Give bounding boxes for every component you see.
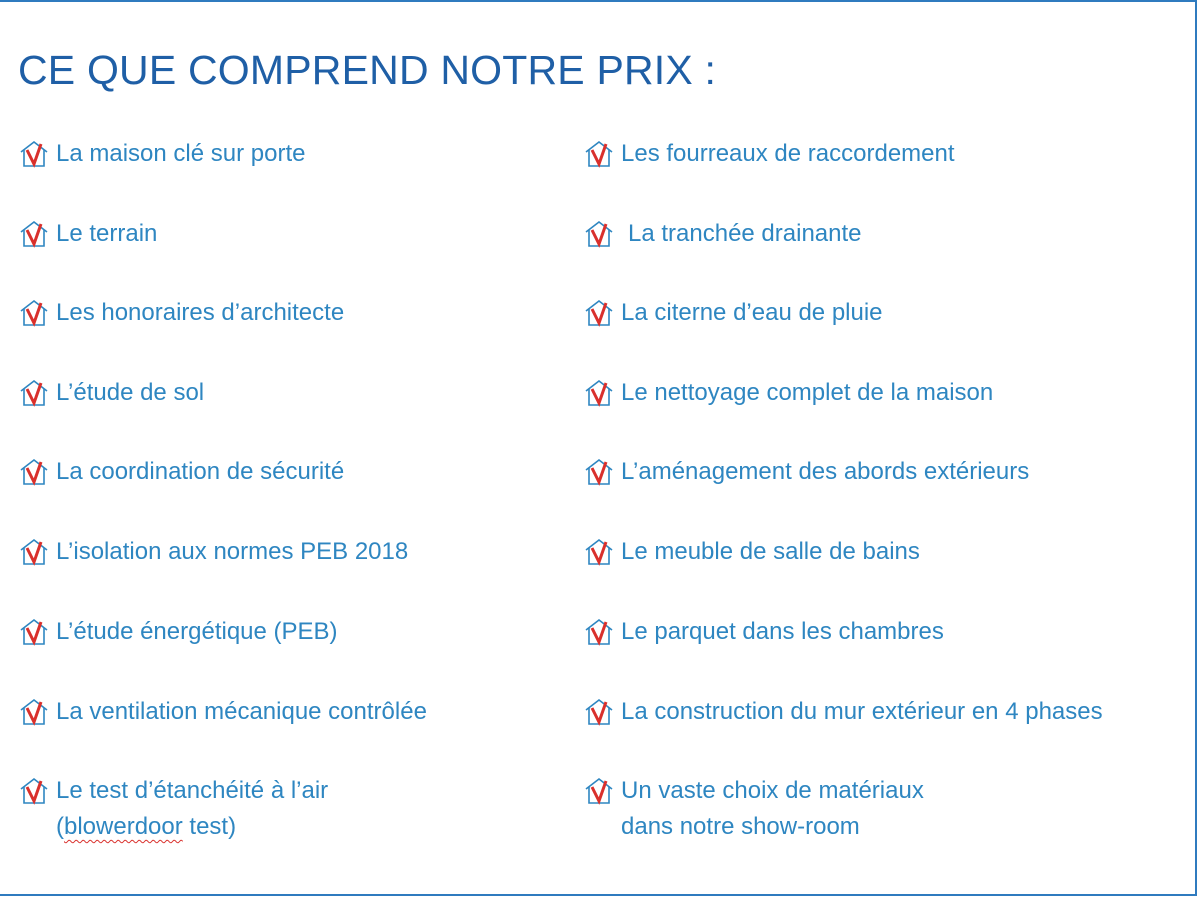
house-check-icon bbox=[18, 697, 50, 727]
list-item bbox=[583, 775, 924, 845]
list-item-text: La tranchée drainante bbox=[628, 220, 862, 247]
house-check-icon bbox=[583, 298, 615, 328]
house-check-icon bbox=[18, 298, 50, 328]
house-check-icon bbox=[583, 457, 615, 487]
list-item-text: La construction du mur extérieur en 4 phases bbox=[621, 698, 1103, 725]
house-check-icon bbox=[583, 537, 615, 567]
list-item bbox=[18, 775, 328, 845]
house-check-icon bbox=[18, 776, 50, 806]
list-item bbox=[583, 536, 920, 570]
list-item bbox=[583, 377, 993, 411]
list-item-text: Les fourreaux de raccordement bbox=[621, 140, 955, 167]
page-title: CE QUE COMPREND NOTRE PRIX : bbox=[18, 47, 717, 93]
list-item bbox=[583, 297, 883, 331]
list-item-text: Le parquet dans les chambres bbox=[621, 618, 944, 645]
list-item bbox=[583, 696, 1103, 730]
list-item bbox=[18, 616, 338, 650]
list-item bbox=[18, 297, 344, 331]
house-check-icon bbox=[18, 378, 50, 408]
list-item-text: Les honoraires d’architecte bbox=[56, 299, 345, 326]
list-item bbox=[18, 138, 305, 172]
list-item-text: Le terrain bbox=[56, 220, 158, 247]
list-item-text: L’isolation aux normes PEB 2018 bbox=[56, 538, 409, 565]
list-item-text: La citerne d’eau de pluie bbox=[621, 299, 883, 326]
list-item bbox=[18, 456, 344, 490]
house-check-icon bbox=[18, 457, 50, 487]
list-item bbox=[18, 536, 408, 570]
list-item-text bbox=[621, 773, 924, 845]
house-check-icon bbox=[583, 617, 615, 647]
list-item-text bbox=[56, 773, 328, 845]
house-check-icon bbox=[583, 219, 615, 249]
list-item-text: La maison clé sur porte bbox=[56, 140, 306, 167]
list-item bbox=[583, 218, 862, 252]
list-item-text-line2 bbox=[56, 809, 328, 845]
list-item-text-line1: Un vaste choix de matériaux bbox=[621, 777, 924, 804]
house-check-icon bbox=[18, 617, 50, 647]
paren-open: ( bbox=[56, 813, 64, 840]
house-check-icon bbox=[18, 139, 50, 169]
list-item-text-line2: dans notre show-room bbox=[621, 813, 860, 840]
list-item bbox=[583, 456, 1029, 490]
house-check-icon bbox=[583, 139, 615, 169]
house-check-icon bbox=[583, 697, 615, 727]
list-item bbox=[583, 138, 955, 172]
house-check-icon bbox=[18, 219, 50, 249]
list-item-text-line1: Le test d’étanchéité à l’air bbox=[56, 777, 329, 804]
list-item-text: L’étude énergétique (PEB) bbox=[56, 618, 338, 645]
spellcheck-flagged-word: blowerdoor bbox=[64, 813, 183, 840]
list-item-text: L’aménagement des abords extérieurs bbox=[621, 458, 1030, 485]
list-item-text: La ventilation mécanique contrôlée bbox=[56, 698, 427, 725]
list-item-text: L’étude de sol bbox=[56, 379, 205, 406]
paren-close: test) bbox=[182, 813, 237, 840]
list-item bbox=[18, 377, 204, 411]
list-item bbox=[18, 218, 157, 252]
list-item bbox=[18, 696, 427, 730]
house-check-icon bbox=[583, 378, 615, 408]
house-check-icon bbox=[18, 537, 50, 567]
list-item-text: Le nettoyage complet de la maison bbox=[621, 379, 994, 406]
list-item-text: La coordination de sécurité bbox=[56, 458, 345, 485]
house-check-icon bbox=[583, 776, 615, 806]
list-item bbox=[583, 616, 944, 650]
list-item-text: Le meuble de salle de bains bbox=[621, 538, 920, 565]
